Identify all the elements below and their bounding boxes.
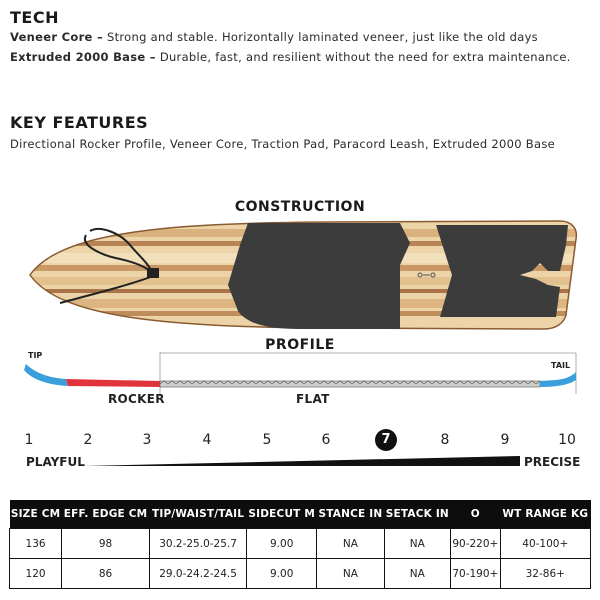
precise-label: PRECISE xyxy=(524,455,581,469)
key-features-text: Directional Rocker Profile, Veneer Core, Traction Pad, Paracord Leash, Extruded 2000 Base xyxy=(10,137,556,151)
rocker-label: ROCKER xyxy=(108,392,165,406)
tech-text-veneer: Strong and stable. Horizontally laminated veneer, just like the old days xyxy=(106,30,538,44)
table-cell: 32-86+ xyxy=(500,559,590,589)
tech-line-base xyxy=(10,50,571,64)
header-eff-edge: EFF. EDGE CM xyxy=(62,500,150,529)
tech-label-base: Extruded 2000 Base – xyxy=(10,50,156,64)
table-cell: 9.00 xyxy=(247,529,317,559)
table-cell: 120 xyxy=(10,559,62,589)
rocker-segment xyxy=(66,379,160,387)
scale-8: 8 xyxy=(440,432,450,448)
header-tip-waist-tail: TIP/WAIST/TAIL xyxy=(150,500,247,529)
scale-9: 9 xyxy=(500,432,510,448)
tail-rocker-segment xyxy=(540,372,576,387)
table-cell: 40-100+ xyxy=(500,529,590,559)
profile-diagram xyxy=(0,350,600,395)
front-traction-pad xyxy=(228,223,410,329)
scale-10: 10 xyxy=(558,432,576,448)
tech-text-base: Durable, fast, and resilient without the need for extra maintenance. xyxy=(159,50,571,64)
key-features-title: KEY FEATURES xyxy=(10,113,149,132)
table-cell: 30.2-25.0-25.7 xyxy=(150,529,247,559)
scale-2: 2 xyxy=(83,432,93,448)
scale-1: 1 xyxy=(24,432,34,448)
table-cell: 98 xyxy=(62,529,150,559)
specs-table xyxy=(9,500,591,589)
scale-6: 6 xyxy=(321,432,331,448)
table-cell: 29.0-24.2-24.5 xyxy=(150,559,247,589)
table-cell: NA xyxy=(384,529,451,559)
scale-3: 3 xyxy=(142,432,152,448)
tip-rocker-segment xyxy=(24,364,68,386)
tech-title: TECH xyxy=(10,8,59,27)
table-cell: NA xyxy=(317,529,384,559)
table-cell: NA xyxy=(384,559,451,589)
flat-label: FLAT xyxy=(296,392,330,406)
table-cell: 70-190+ xyxy=(451,559,500,589)
table-cell: 90-220+ xyxy=(451,529,500,559)
scale-7-selected: 7 xyxy=(375,429,397,451)
header-sidecut: SIDECUT M xyxy=(247,500,317,529)
table-row xyxy=(10,559,591,589)
table-cell: 136 xyxy=(10,529,62,559)
tail-label: TAIL xyxy=(551,361,571,370)
header-wt-range: WT RANGE KG xyxy=(500,500,590,529)
playful-label: PLAYFUL xyxy=(26,455,85,469)
header-size: SIZE CM xyxy=(10,500,62,529)
scale-4: 4 xyxy=(202,432,212,448)
table-cell: 86 xyxy=(62,559,150,589)
construction-title: CONSTRUCTION xyxy=(234,199,366,215)
tech-line-veneer xyxy=(10,30,538,44)
profile-title: PROFILE xyxy=(265,337,335,353)
table-cell: NA xyxy=(317,559,384,589)
specs-header-row xyxy=(10,500,591,529)
board-construction-image xyxy=(0,215,600,335)
tech-label-veneer: Veneer Core – xyxy=(10,30,103,44)
tip-label: TIP xyxy=(28,351,43,360)
flex-wedge xyxy=(0,452,600,468)
header-setback: SETACK IN xyxy=(384,500,451,529)
scale-5: 5 xyxy=(262,432,272,448)
table-row xyxy=(10,529,591,559)
header-o: O xyxy=(451,500,500,529)
rear-traction-pad xyxy=(436,225,568,317)
table-cell: 9.00 xyxy=(247,559,317,589)
header-stance: STANCE IN xyxy=(317,500,384,529)
